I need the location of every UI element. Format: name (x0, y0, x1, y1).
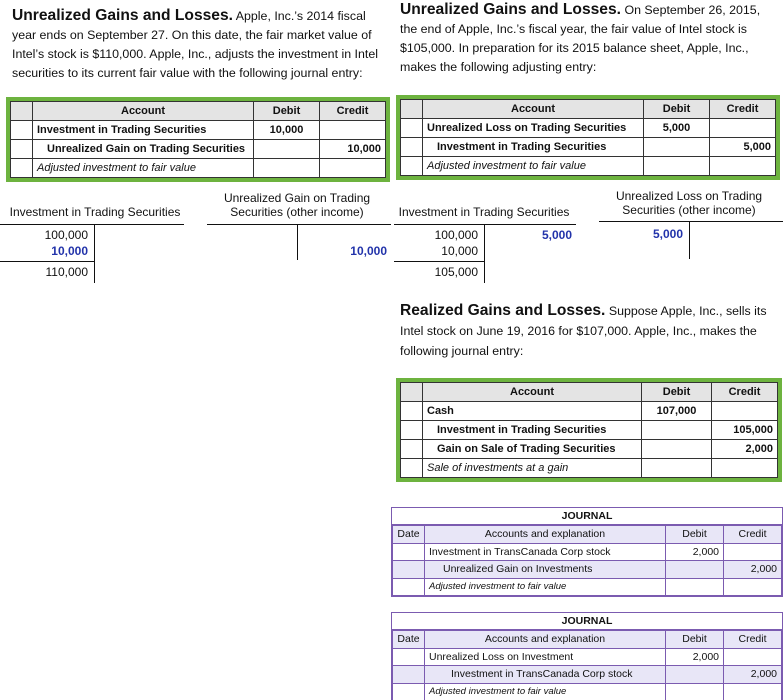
date-cell (393, 561, 425, 579)
col-credit: Credit (320, 102, 386, 121)
debit-cell: 10,000 (254, 121, 320, 140)
table-row (393, 666, 782, 684)
date-cell (393, 683, 425, 700)
credit-cell (710, 119, 776, 138)
table-row (393, 648, 782, 666)
explanation-cell: Sale of investments at a gain (423, 459, 642, 478)
t-account-title-line2: Securities (other income) (622, 203, 756, 217)
t-account-title: Investment in Trading Securities (398, 205, 570, 219)
t-account-title: Investment in Trading Securities (9, 205, 181, 219)
credit-cell: 10,000 (320, 140, 386, 159)
panel2-heading-title: Unrealized Gains and Losses. (400, 1, 621, 18)
table-row (401, 138, 776, 157)
col-debit: Debit (644, 100, 710, 119)
account-cell: Investment in TransCanada Corp stock (425, 666, 666, 684)
col-credit: Credit (724, 631, 782, 649)
date-cell (393, 578, 425, 596)
table-row (11, 121, 386, 140)
account-cell: Investment in Trading Securities (33, 121, 254, 140)
col-debit: Debit (666, 526, 724, 544)
panel1-heading-body: Apple, Inc.’s 2014 fiscal year ends on September 27. On this date, the fair market value of Intel’s stock is $110,000. Apple, Inc., adjusts the investment in Intel securities to its current fair value with the following journal entry: (12, 9, 378, 80)
col-date: Date (393, 631, 425, 649)
credit-cell (320, 121, 386, 140)
explanation-cell: Adjusted investment to fair value (425, 683, 666, 700)
panel3-heading-body: Suppose Apple, Inc., sells its Intel stock on June 19, 2016 for $107,000. Apple, Inc., makes the following journal entry: (400, 304, 767, 358)
t-account-title-line1: Unrealized Loss on Trading (615, 189, 763, 203)
journal-entry-gain (6, 97, 390, 182)
col-account: Account (423, 100, 644, 119)
journal-entry-loss (396, 95, 780, 180)
journal-header-row (393, 631, 782, 649)
table-row (401, 119, 776, 138)
t-debit-line: 5,000 (652, 227, 683, 241)
account-cell: Unrealized Loss on Investment (425, 648, 666, 666)
account-cell: Investment in TransCanada Corp stock (425, 543, 666, 561)
t-account-investment-2 (392, 185, 582, 283)
account-cell: Investment in Trading Securities (423, 138, 644, 157)
t-debit-line: 100,000 (44, 228, 88, 242)
date-cell (393, 543, 425, 561)
account-cell: Unrealized Loss on Trading Securities (423, 119, 644, 138)
col-account: Account (33, 102, 254, 121)
table-row (401, 440, 778, 459)
journal-title: JOURNAL (392, 508, 782, 525)
debit-cell (644, 138, 710, 157)
t-debit-line: 100,000 (434, 228, 478, 242)
date-cell (393, 648, 425, 666)
debit-cell (642, 440, 712, 459)
table-row (11, 159, 386, 178)
explanation-cell: Adjusted investment to fair value (423, 157, 644, 176)
debit-cell: 107,000 (642, 402, 712, 421)
debit-cell (254, 140, 320, 159)
credit-cell: 2,000 (724, 666, 782, 684)
credit-cell: 105,000 (712, 421, 778, 440)
col-credit: Credit (710, 100, 776, 119)
t-debit-line: 10,000 (441, 244, 478, 258)
table-row (393, 543, 782, 561)
journal-title: JOURNAL (392, 613, 782, 630)
account-cell: Unrealized Gain on Trading Securities (33, 140, 254, 159)
col-debit: Debit (642, 383, 712, 402)
credit-cell: 2,000 (712, 440, 778, 459)
debit-cell (666, 666, 724, 684)
t-account-investment (0, 185, 190, 283)
col-credit: Credit (712, 383, 778, 402)
col-accounts: Accounts and explanation (425, 526, 666, 544)
col-credit: Credit (724, 526, 782, 544)
panel-realized-gain (392, 297, 784, 487)
panel3-heading (400, 301, 778, 361)
credit-cell (724, 648, 782, 666)
panel-unrealized-loss (392, 0, 784, 283)
table-row (393, 683, 782, 700)
debit-cell: 2,000 (666, 648, 724, 666)
credit-cell (724, 543, 782, 561)
table-row (401, 421, 778, 440)
credit-cell: 2,000 (724, 561, 782, 579)
t-account-unrealized-gain (205, 185, 392, 265)
credit-cell (712, 402, 778, 421)
panel-unrealized-gain (0, 0, 392, 283)
date-cell (393, 666, 425, 684)
t-account-title-line2: Securities (other income) (230, 205, 364, 219)
table-row (401, 157, 776, 176)
col-debit: Debit (666, 631, 724, 649)
panel3-heading-title: Realized Gains and Losses. (400, 302, 606, 319)
t-balance-line: 110,000 (45, 265, 88, 279)
t-credit-line: 10,000 (350, 244, 387, 258)
account-cell: Gain on Sale of Trading Securities (423, 440, 642, 459)
t-credit-line: 5,000 (541, 228, 572, 242)
journal-header-row (393, 526, 782, 544)
col-account: Account (423, 383, 642, 402)
explanation-cell: Adjusted investment to fair value (425, 578, 666, 596)
panel1-heading-title: Unrealized Gains and Losses. (12, 7, 233, 24)
debit-cell (666, 561, 724, 579)
panel1-heading (12, 6, 384, 83)
col-debit: Debit (254, 102, 320, 121)
t-account-unrealized-loss (597, 185, 784, 265)
t-account-title-line1: Unrealized Gain on Trading (223, 191, 371, 205)
debit-cell: 2,000 (666, 543, 724, 561)
table-row (393, 561, 782, 579)
account-cell: Investment in Trading Securities (423, 421, 642, 440)
col-date: Date (393, 526, 425, 544)
col-accounts: Accounts and explanation (425, 631, 666, 649)
journal-entry-realized (396, 378, 782, 482)
journal-transcanada-gain (391, 507, 783, 597)
account-cell: Cash (423, 402, 642, 421)
panel2-heading-body: On September 26, 2015, the end of Apple, Inc.’s fiscal year, the fair value of Intel stock is $105,000. In preparation for its 2015 balance sheet, Apple, Inc., makes the following adjusting entry: (400, 3, 761, 74)
t-balance-line: 105,000 (434, 265, 478, 279)
credit-cell: 5,000 (710, 138, 776, 157)
panel2-heading (400, 0, 778, 77)
account-cell: Unrealized Gain on Investments (425, 561, 666, 579)
table-row (401, 402, 778, 421)
debit-cell: 5,000 (644, 119, 710, 138)
table-row (11, 140, 386, 159)
journal-transcanada-loss (391, 612, 783, 700)
table-row (393, 578, 782, 596)
table-row (401, 459, 778, 478)
debit-cell (642, 421, 712, 440)
t-debit-line: 10,000 (51, 244, 88, 258)
explanation-cell: Adjusted investment to fair value (33, 159, 254, 178)
